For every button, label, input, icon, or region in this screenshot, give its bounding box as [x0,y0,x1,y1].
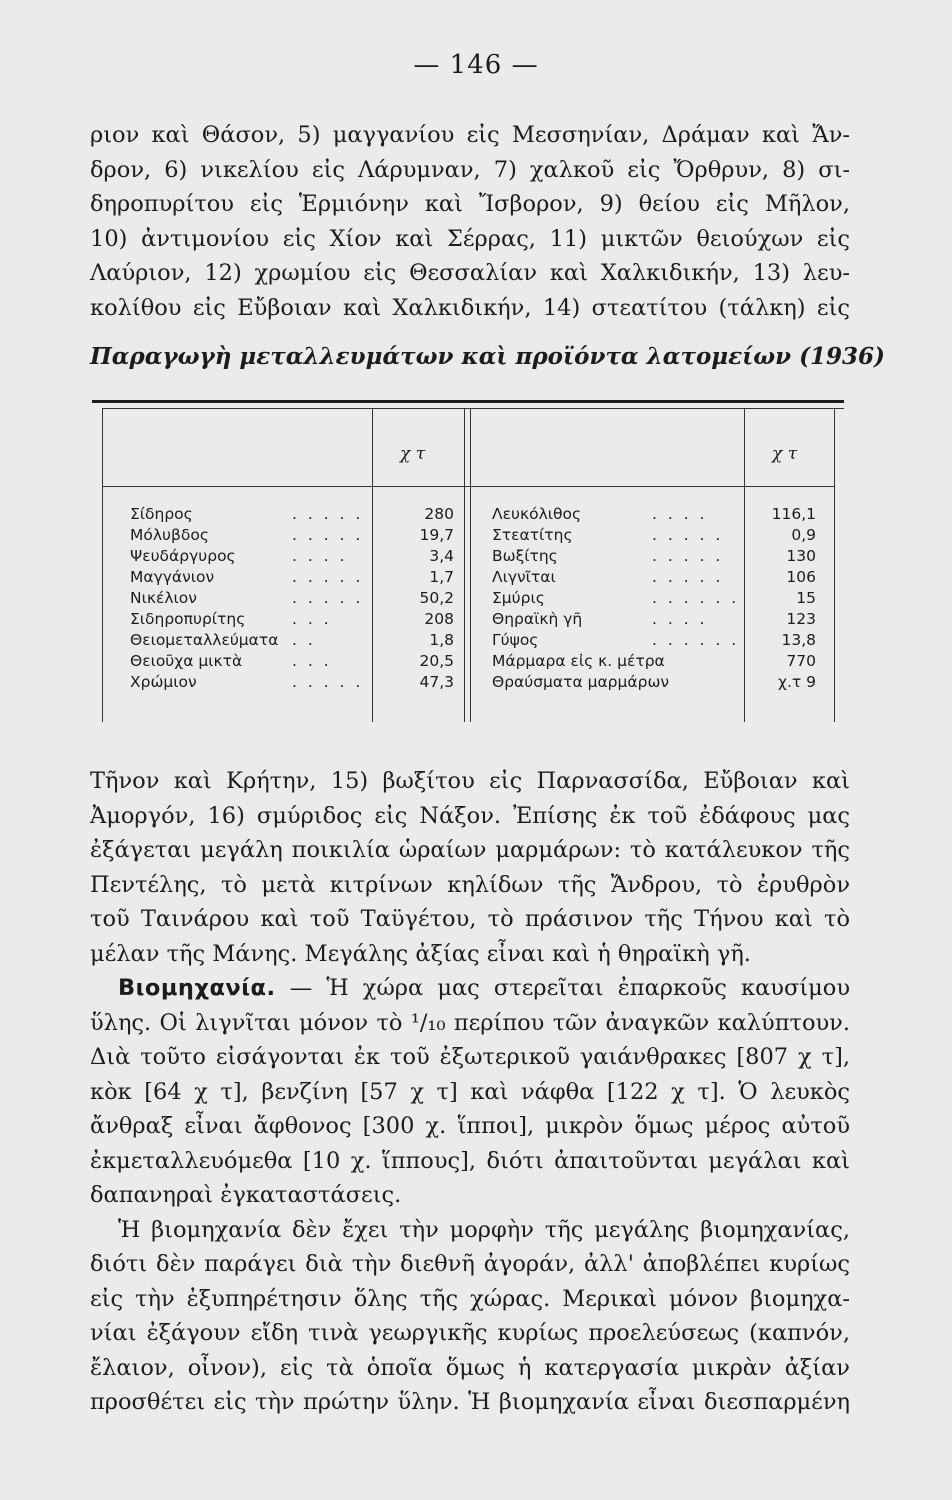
leader-dots: . . . . . [292,589,364,607]
left-item-name: Μόλυβδος [130,526,209,544]
text-line: ἔλαιον, οἶνον), εἰς τὰ ὁποῖα ὅμως ἡ κατεργασία μικρὰν ἀξίαν [90,1354,850,1381]
leader-dots: . . . . . . [652,631,740,649]
left-item-value: 1,8 [429,631,454,649]
right-item-value: 106 [786,568,816,586]
text-line: ἐκμεταλλευόμεθα [10 χ. ἵππους], διότι ἀπαιτοῦνται μεγάλαι καὶ [90,1147,850,1174]
table-row [92,609,844,630]
right-item-name: Βωξίτης [492,547,558,565]
table-row [92,630,844,651]
leader-dots: . . . . [292,547,348,565]
left-item-value: 1,7 [429,568,454,586]
leader-dots: . . . . [652,505,708,523]
right-item-name: Σμύρις [492,589,545,607]
right-item-name: Λευκόλιθος [492,505,582,523]
table-row [92,504,844,525]
right-item-value: χ.τ 9 [777,673,816,691]
leader-dots: . . . . . [292,568,364,586]
leader-dots: . . . . . [292,505,364,523]
right-item-value: 770 [786,652,816,670]
leader-dots: . . . [292,652,332,670]
leader-dots: . . . . . [652,526,724,544]
text-line: δρον, 6) νικελίου εἰς Λάρυμναν, 7) χαλκοῦ εἰς Ὄρθρυν, 8) σι- [90,156,850,183]
left-item-name: Σίδηρος [130,505,193,523]
header-rule [102,486,834,487]
text-line: νίαι ἐξάγουν εἴδη τινὰ γεωργικῆς κυρίως προελεύσεως (καπνόν, [90,1320,850,1346]
leader-dots: . . . . . [292,673,364,691]
unit-header-right: χ τ [772,444,798,464]
section-heading: Βιομηχανία. [118,975,276,1001]
table-top-rule-thin [102,408,844,409]
leader-dots: . . [292,631,316,649]
left-item-name: Χρώμιον [130,673,197,691]
text-line: προσθέτει εἰς τὴν πρώτην ὕλην. Ἡ βιομηχανία εἶναι διεσπαρμένη [90,1389,850,1415]
left-item-value: 3,4 [429,547,454,565]
unit-header-left: χ τ [400,444,426,464]
leader-dots: . . . [292,610,332,628]
text-line: 10) ἀντιμονίου εἰς Χίον καὶ Σέρρας, 11) μικτῶν θειούχων εἰς [90,225,850,252]
text-line: Διὰ τοῦτο εἰσάγονται ἐκ τοῦ ἐξωτερικοῦ γαιάνθρακες [807 χ τ], [90,1044,850,1070]
leader-dots: . . . . . [652,547,724,565]
leader-dots: . . . . . [652,568,724,586]
production-table [92,400,844,722]
text-line: ριον καὶ Θάσον, 5) μαγγανίου εἰς Μεσσηνίαν, Δράμαν καὶ Ἄν- [90,122,850,148]
text-line: Τῆνον καὶ Κρήτην, 15) βωξίτου εἰς Παρνασσίδα, Εὔβοιαν καὶ [90,768,850,794]
text-line: κολίθου εἰς Εὔβοιαν καὶ Χαλκιδικήν, 14) στεατίτου (τάλκη) εἰς [90,294,850,321]
left-item-value: 19,7 [419,526,454,544]
page-number: — 146 — [413,50,539,80]
right-item-value: 130 [786,547,816,565]
right-item-value: 116,1 [771,505,816,523]
leader-dots: . . . . . [292,526,364,544]
left-item-value: 47,3 [419,673,454,691]
text-line: ὕλης. Οἱ λιγνῖται μόνον τὸ ¹/₁₀ περίπου τῶν ἀναγκῶν καλύπτουν. [90,1009,850,1036]
left-item-value: 208 [424,610,454,628]
leader-dots: . . . . . . [652,589,740,607]
text-line: Ἡ βιομηχανία δὲν ἔχει τὴν μορφὴν τῆς μεγάλης βιομηχανίας, [118,1216,850,1243]
left-item-value: 50,2 [419,589,454,607]
right-item-name: Γύψος [492,631,539,649]
text-line: εἰς τὴν ἐξυπηρέτησιν ὅλης τῆς χώρας. Μερικαὶ μόνον βιομηχα- [90,1285,850,1312]
right-item-value: 123 [786,610,816,628]
text-fragment: — Ἡ χώρα μας στερεῖται ἐπαρκοῦς καυσίμου [289,975,850,1001]
table-row [92,672,844,693]
table-row [92,567,844,588]
text-line: μέλαν τῆς Μάνης. Μεγάλης ἀξίας εἶναι καὶ ἡ θηραϊκὴ γῆ. [90,940,751,967]
left-item-name: Θειοῦχα μικτὰ [130,652,243,670]
right-item-value: 13,8 [781,631,816,649]
text-line: τοῦ Ταινάρου καὶ τοῦ Ταϋγέτου, τὸ πράσινον τῆς Τήνου καὶ τὸ [90,906,850,932]
right-item-name: Θηραϊκὴ γῆ [492,610,583,628]
text-line: Λαύριον, 12) χρωμίου εἰς Θεσσαλίαν καὶ Χαλκιδικήν, 13) λευ- [90,260,850,286]
right-item-name: Στεατίτης [492,526,573,544]
text-line: δαπανηραὶ ἐγκαταστάσεις. [90,1182,402,1208]
text-line: Πεντέλης, τὸ μετὰ κιτρίνων κηλίδων τῆς Ἄνδρου, τὸ ἐρυθρὸν [90,871,850,898]
text-line: Ἀμοργόν, 16) σμύριδος εἰς Νάξον. Ἐπίσης ἐκ τοῦ ἐδάφους μας [90,802,850,829]
leader-dots: . . . . [652,610,708,628]
text-line: ἐξάγεται μεγάλη ποικιλία ὡραίων μαρμάρων: τὸ κατάλευκον τῆς [90,837,850,863]
right-item-name: Θραύσματα μαρμάρων [492,673,670,691]
left-item-value: 20,5 [419,652,454,670]
table-row [92,588,844,609]
text-line: δηροπυρίτου εἰς Ἑρμιόνην καὶ Ἴσβορον, 9) θείου εἰς Μῆλον, [90,191,850,217]
text-line: διότι δὲν παράγει διὰ τὴν διεθνῆ ἀγοράν, ἀλλ' ἀποβλέπει κυρίως [90,1251,850,1277]
right-item-name: Μάρμαρα εἰς κ. μέτρα [492,652,665,670]
text-line: κὸκ [64 χ τ], βενζίνη [57 χ τ] καὶ νάφθα [122 χ τ]. Ὁ λευκὸς [90,1078,850,1105]
left-item-value: 280 [424,505,454,523]
left-item-name: Ψευδάργυρος [130,547,236,565]
left-item-name: Νικέλιον [130,589,197,607]
table-row [92,651,844,672]
right-item-value: 0,9 [791,526,816,544]
intro-paragraph [90,118,850,325]
body-text [90,764,850,1420]
table-title: Παραγωγὴ μεταλλευμάτων καὶ προϊόντα λατομείων (1936) [90,343,885,370]
right-item-value: 15 [796,589,816,607]
left-item-name: Μαγγάνιον [130,568,215,586]
table-row [92,546,844,567]
text-line: ἄνθραξ εἶναι ἄφθονος [300 χ. ἵπποι], μικρὸν ὅμως μέρος αὐτοῦ [90,1113,850,1139]
left-item-name: Θειομεταλλεύματα [130,631,279,649]
table-row [92,525,844,546]
left-item-name: Σιδηροπυρίτης [130,610,246,628]
table-top-rule [92,400,844,403]
right-item-name: Λιγνῖται [492,568,556,586]
industry-first-line [90,971,850,1006]
